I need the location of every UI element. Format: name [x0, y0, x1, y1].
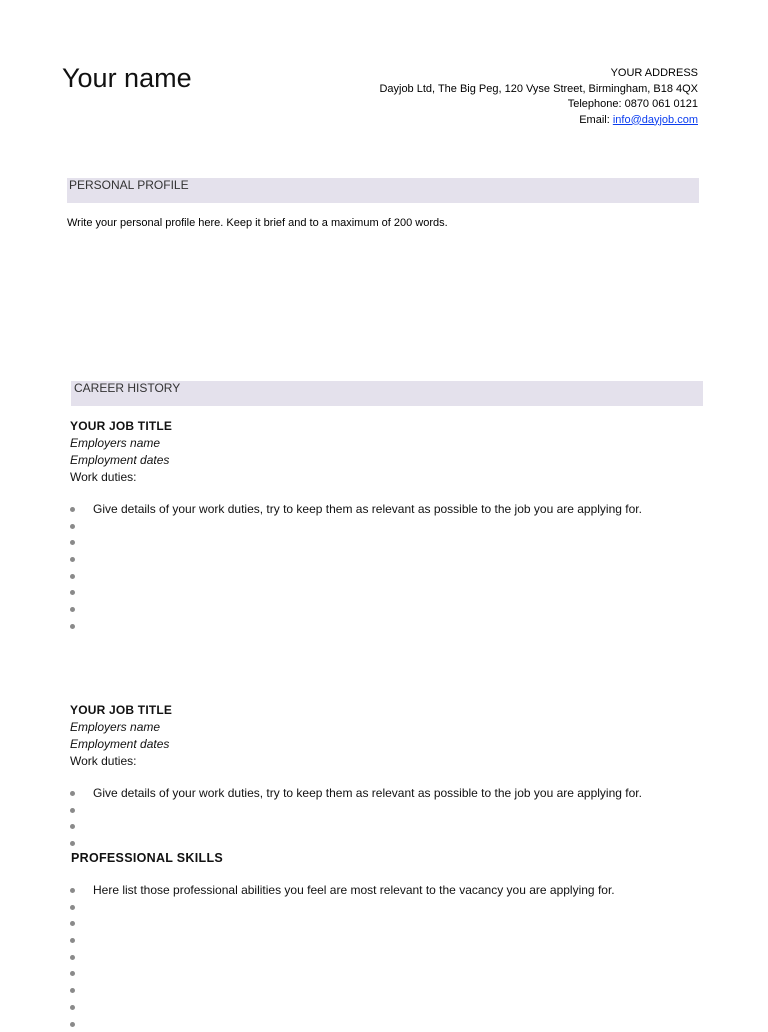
list-item-text: Here list those professional abilities you feel are most relevant to the vacancy you are applying for. — [93, 883, 615, 897]
employer-name: Employers name — [70, 719, 172, 736]
list-item — [70, 534, 642, 551]
bullet-dot-icon — [70, 607, 75, 612]
bullet-dot-icon — [70, 988, 75, 993]
list-item — [70, 899, 615, 916]
list-item — [70, 618, 642, 635]
list-item — [70, 818, 642, 835]
personal-profile-heading: PERSONAL PROFILE — [69, 178, 189, 192]
bullet-dot-icon — [70, 955, 75, 960]
list-item-text: Give details of your work duties, try to keep them as relevant as possible to the job you are applying for. — [93, 502, 642, 516]
professional-skills-heading: PROFESSIONAL SKILLS — [71, 850, 223, 867]
bullet-dot-icon — [70, 971, 75, 976]
bullet-dot-icon — [70, 938, 75, 943]
bullet-dot-icon — [70, 574, 75, 579]
list-item — [70, 915, 615, 932]
bullet-dot-icon — [70, 921, 75, 926]
personal-profile-text: Write your personal profile here. Keep it brief and to a maximum of 200 words. — [67, 216, 448, 230]
bullet-dot-icon — [70, 905, 75, 910]
bullet-dot-icon — [70, 507, 75, 512]
list-item — [70, 949, 615, 966]
professional-skills-list — [70, 882, 615, 1032]
bullet-dot-icon — [70, 524, 75, 529]
work-duties-label: Work duties: — [70, 753, 172, 770]
address-line: Dayjob Ltd, The Big Peg, 120 Vyse Street, Birmingham, B18 4QX — [278, 82, 698, 98]
email-link[interactable]: info@dayjob.com — [613, 114, 698, 126]
list-item — [70, 932, 615, 949]
job-title: YOUR JOB TITLE — [70, 702, 172, 719]
bullet-dot-icon — [70, 1022, 75, 1027]
list-item — [70, 999, 615, 1016]
address-title: YOUR ADDRESS — [278, 66, 698, 82]
bullet-dot-icon — [70, 841, 75, 846]
bullet-dot-icon — [70, 1005, 75, 1010]
personal-profile-heading-bar — [67, 178, 699, 203]
career-history-heading: CAREER HISTORY — [74, 381, 180, 395]
list-item-text: Give details of your work duties, try to keep them as relevant as possible to the job you are applying for. — [93, 786, 642, 800]
list-item — [70, 501, 642, 518]
job-entry-2 — [70, 702, 172, 770]
email-line — [278, 113, 698, 129]
job-1-duties-list — [70, 501, 642, 635]
bullet-dot-icon — [70, 624, 75, 629]
employment-dates: Employment dates — [70, 736, 172, 753]
bullet-dot-icon — [70, 791, 75, 796]
list-item — [70, 601, 642, 618]
list-item — [70, 882, 615, 899]
job-entry-1 — [70, 418, 172, 486]
work-duties-label: Work duties: — [70, 469, 172, 486]
job-2-duties-list — [70, 785, 642, 852]
email-label: Email: — [579, 114, 613, 126]
telephone-line: Telephone: 0870 061 0121 — [278, 97, 698, 113]
bullet-dot-icon — [70, 540, 75, 545]
list-item — [70, 518, 642, 535]
bullet-dot-icon — [70, 557, 75, 562]
address-block — [278, 66, 698, 128]
list-item — [70, 982, 615, 999]
bullet-dot-icon — [70, 824, 75, 829]
list-item — [70, 965, 615, 982]
list-item — [70, 802, 642, 819]
cv-name: Your name — [62, 60, 192, 96]
bullet-dot-icon — [70, 808, 75, 813]
career-history-heading-bar — [71, 381, 703, 406]
list-item — [70, 568, 642, 585]
list-item — [70, 584, 642, 601]
bullet-dot-icon — [70, 888, 75, 893]
job-title: YOUR JOB TITLE — [70, 418, 172, 435]
bullet-dot-icon — [70, 590, 75, 595]
employment-dates: Employment dates — [70, 452, 172, 469]
employer-name: Employers name — [70, 435, 172, 452]
list-item — [70, 551, 642, 568]
list-item — [70, 785, 642, 802]
